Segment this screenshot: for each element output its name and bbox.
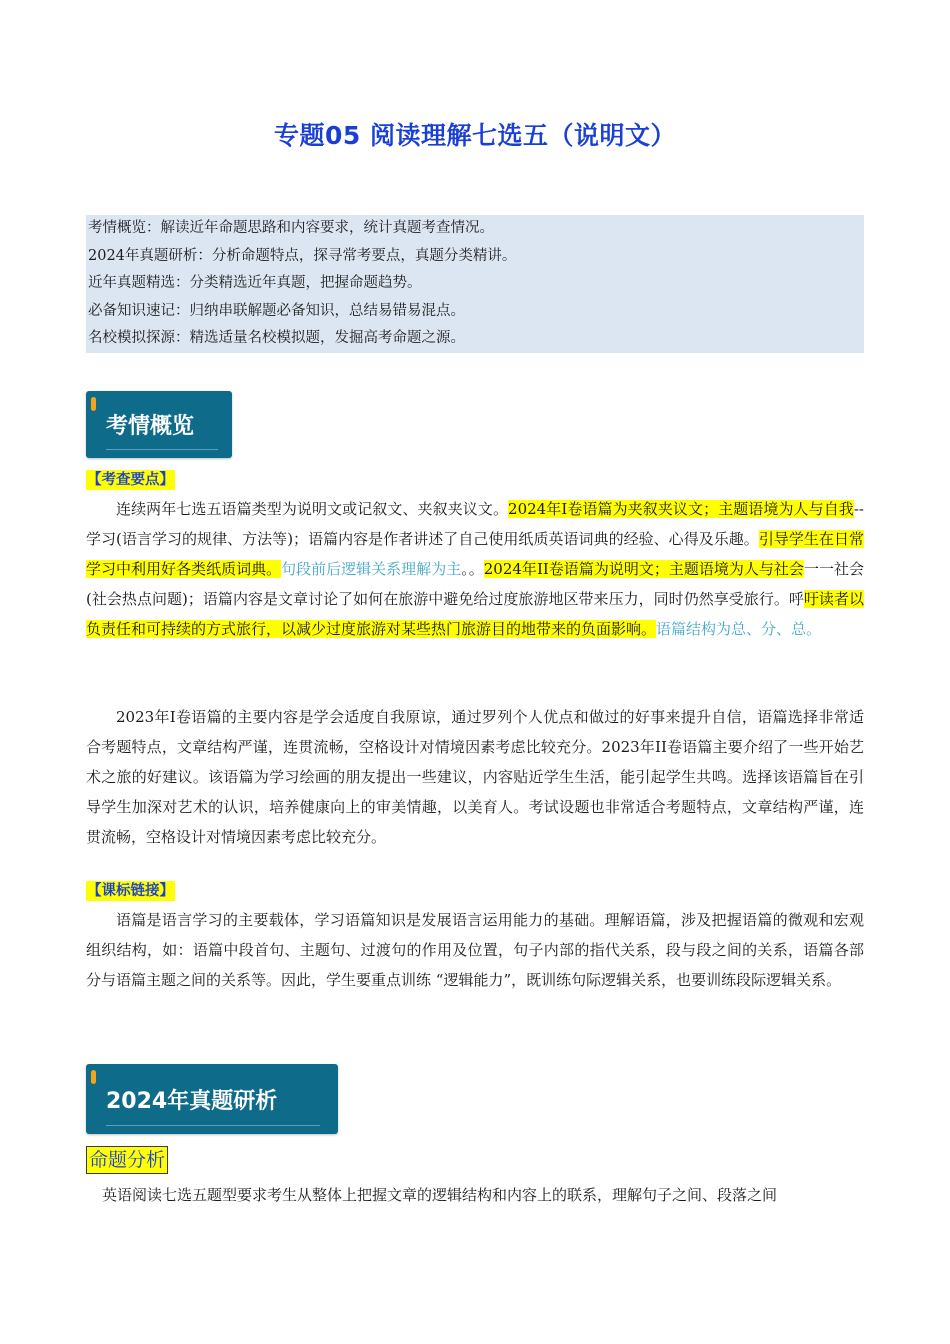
section-badge-label: 2024年真题研析 [106, 1088, 278, 1114]
highlighted-text: 2024年I卷语篇为夹叙夹议文；主题语境为人与自我 [508, 500, 854, 518]
teal-text: 句段前后逻辑关系理解为主 [281, 560, 462, 578]
badge-accent-bar [91, 397, 96, 411]
highlighted-text: 2024年II卷语篇为说明文；主题语境为人与社会 [483, 560, 804, 578]
teal-text: 语篇结构为总、分、总。 [656, 620, 822, 638]
section-badge-overview [86, 391, 232, 458]
curriculum-paragraph: 语篇是语言学习的主要载体，学习语篇知识是发展语言运用能力的基础。理解语篇，涉及把握语篇的微观和宏观组织结构，如：语篇中段首句、主题句、过渡句的作用及位置，句子内部的指代关系，段与段之间的关系，语篇各部分与语篇主题之间的关系等。因此，学生要重点训练 “逻辑能力”，既训练句际逻辑关系，也要训练段际逻辑关系。 [86, 911, 864, 989]
overview-line: 名校模拟探源：精选适量名校模拟题，发掘高考命题之源。 [88, 330, 465, 347]
overview-line: 2024年真题研析：分析命题特点，探寻常考要点，真题分类精讲。 [88, 247, 517, 264]
text-span: 。。 [461, 560, 484, 578]
curriculum-label: 【课标链接】 [87, 882, 174, 899]
section-badge-2024-analysis [86, 1064, 338, 1134]
key-points-label: 【考查要点】 [87, 471, 174, 488]
overview-box [86, 215, 864, 353]
overview-line: 考情概览：解读近年命题思路和内容要求，统计真题考查情况。 [88, 220, 494, 236]
highlighted-text: 引导学生在日常学习中利用好各类纸质词典。 [86, 530, 864, 578]
key-points-paragraph [86, 494, 864, 644]
analysis-paragraph: 英语阅读七选五题型要求考生从整体上把握文章的逻辑结构和内容上的联系，理解句子之间、段落之间 [102, 1186, 778, 1204]
overview-line: 必备知识速记：归纳串联解题必备知识，总结易错易混点。 [88, 302, 465, 319]
section-badge-label: 考情概览 [106, 414, 195, 439]
exam-2023-paragraph: 2023年I卷语篇的主要内容是学会适度自我原谅，通过罗列个人优点和做过的好事来提升自信，语篇选择非常适合考题特点，文章结构严谨，连贯流畅，空格设计对情境因素考虑比较充分。2023年II卷语篇主要介绍了一些开始艺术之旅的好建议。该语篇为学习绘画的朋友提出一些建议，内容贴近学生生活，能引起学生共鸣。选择该语篇旨在引导学生加深对艺术的认识，培养健康向上的审美情趣，以美育人。考试设题也非常适合考题特点，文章结构严谨，连贯流畅，空格设计对情境因素考虑比较充分。 [86, 708, 864, 846]
text-span: 连续两年七选五语篇类型为说明文或记叙文、夹叙夹议文。 [116, 500, 509, 518]
highlighted-text: 吁读者以负责任和可持续的方式旅行，以减少过度旅游对某些热门旅游目的地带来的负面影响。 [86, 590, 864, 638]
badge-underline [106, 1125, 320, 1126]
text-span: --学习(语言学习的规律、方法等)；语篇内容是作者讲述了自己使用纸质英语词典的经验、心得及乐趣。 [86, 500, 864, 548]
page-title: 专题05 阅读理解七选五（说明文） [274, 121, 676, 150]
analysis-label: 命题分析 [86, 1146, 168, 1174]
badge-underline [106, 449, 218, 450]
text-span: 一一社会(社会热点问题)；语篇内容是文章讨论了如何在旅游中避免给过度旅游地区带来压力，同时仍然享受旅行。呼 [86, 560, 864, 608]
badge-accent-bar [91, 1070, 96, 1084]
overview-line: 近年真题精选：分类精选近年真题，把握命题趋势。 [88, 275, 422, 292]
